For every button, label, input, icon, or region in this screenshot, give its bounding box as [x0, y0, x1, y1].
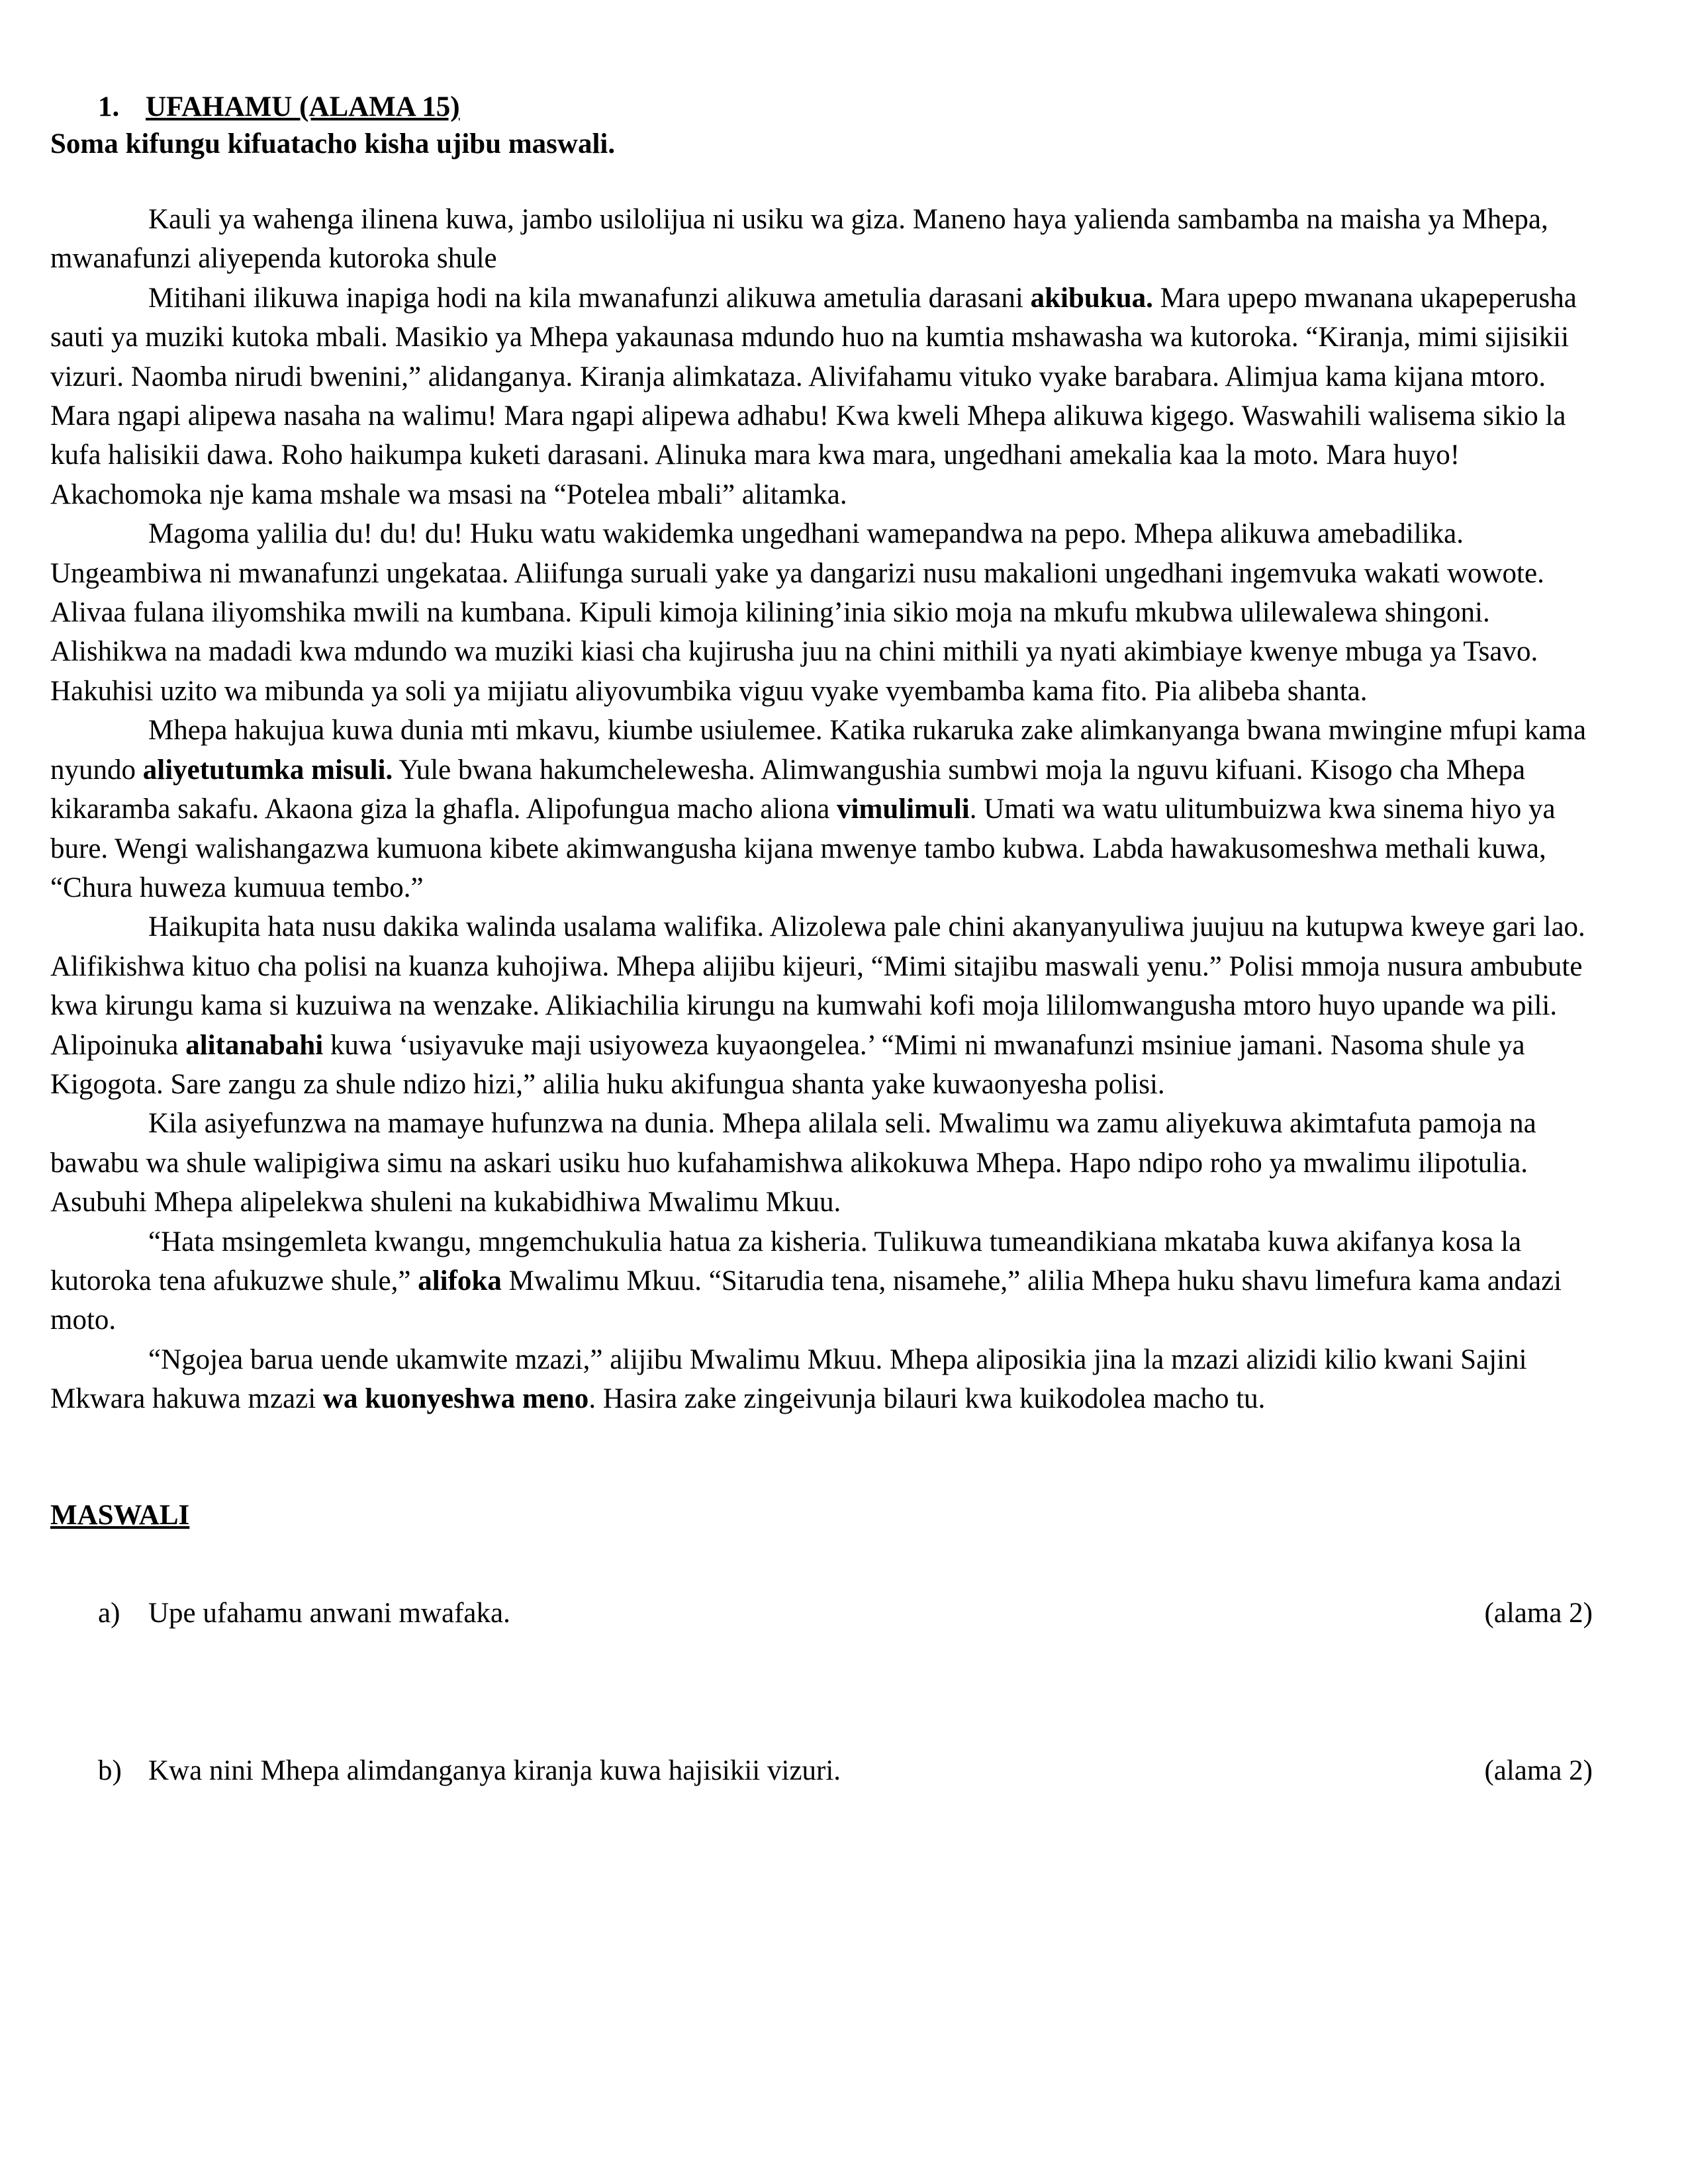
question-b: [50, 1752, 1593, 1790]
section-title: UFAHAMU (ALAMA 15): [146, 91, 460, 122]
paragraph-7: [50, 1222, 1593, 1340]
question-text: Upe ufahamu anwani mwafaka.: [148, 1597, 510, 1629]
paragraph-4: [50, 711, 1593, 907]
paragraph-text: . Hasira zake zingeivunja bilauri kwa kuikodolea macho tu.: [588, 1383, 1266, 1415]
bold-term: alitanabahi: [185, 1029, 324, 1061]
comprehension-passage: [50, 200, 1593, 1419]
section-heading: [50, 89, 1593, 126]
question-text: Kwa nini Mhepa alimdanganya kiranja kuwa hajisikii vizuri.: [148, 1754, 841, 1786]
paragraph-2: [50, 279, 1593, 514]
bold-term: wa kuonyeshwa meno: [322, 1383, 589, 1415]
question-marks: (alama 2): [1484, 1754, 1593, 1786]
exam-page: [50, 89, 1593, 1790]
paragraph-1: Kauli ya wahenga ilinena kuwa, jambo usilolijua ni usiku wa giza. Maneno haya yalienda sambamba na maisha ya Mhepa, mwanafunzi aliyependa kutoroka shule: [50, 204, 1548, 275]
paragraph-text: kuwa ‘usiyavuke maji usiyoweza kuyaongelea.’ “Mimi ni mwanafunzi msiniue jamani. Nasoma shule ya Kigogota. Sare zangu za shule ndizo hizi,” alilia huku akifungua shanta yake kuwaonyesha polisi.: [50, 1029, 1525, 1100]
paragraph-text: Mwalimu Mkuu. “Sitarudia tena, nisamehe,” alilia Mhepa huku shavu limefura kama andazi moto.: [50, 1265, 1562, 1336]
bold-term: akibukua.: [1030, 282, 1153, 314]
paragraph-8: [50, 1340, 1593, 1419]
paragraph-text: Mara upepo mwanana ukapeperusha sauti ya muziki kutoka mbali. Masikio ya Mhepa yakaunasa mdundo huo na kumtia mshawasha wa kutoroka. “Kiranja, mimi sijisikii vizuri. Naomba nirudi bwenini,” alidanganya. Kiranja alimkataza. Alivifahamu vituko vyake barabara. Alimjua kama kijana mtoro. Mara ngapi alipewa nasaha na walimu! Mara ngapi alipewa adhabu! Kwa kweli Mhepa alikuwa kigego. Waswahili walisema sikio la kufa halisikii dawa. Roho haikumpa kuketi darasani. Alinuka mara kwa mara, ungedhani amekalia kaa la moto. Mara huyo! Akachomoka nje kama mshale wa msasi na “Potelea mbali” alitamka.: [50, 282, 1577, 510]
bold-term: alifoka: [418, 1265, 502, 1297]
paragraph-5: [50, 907, 1593, 1104]
paragraph-text: Yule bwana hakumchelewesha. Alimwangushia sumbwi moja la nguvu kifuani. Kisogo cha Mhepa kikaramba sakafu. Akaona giza la ghafla. Alipofungua macho aliona: [50, 754, 1526, 825]
paragraph-text: Mitihani ilikuwa inapiga hodi na kila mwanafunzi alikuwa ametulia darasani: [148, 282, 1031, 314]
paragraph-6: Kila asiyefunzwa na mamaye hufunzwa na dunia. Mhepa alilala seli. Mwalimu wa zamu aliyekuwa akimtafuta pamoja na bawabu wa shule walipigiwa simu na askari usiku huo kufahamishwa alikokuwa Mhepa. Hapo ndipo roho ya mwalimu ilipotulia. Asubuhi Mhepa alipelekwa shuleni na kukabidhiwa Mwalimu Mkuu.: [50, 1108, 1536, 1218]
paragraph-3: Magoma yalilia du! du! du! Huku watu wakidemka ungedhani wamepandwa na pepo. Mhepa alikuwa amebadilika. Ungeambiwa ni mwanafunzi ungekataa. Aliifunga suruali yake ya dangarizi nusu makalioni ungedhani ingemvuka wakati wowote. Alivaa fulana iliyomshika mwili na kumbana. Kipuli kimoja kilining’inia sikio moja na mkufu mkubwa ulilewalewa shingoni. Alishikwa na madadi kwa mdundo wa muziki kiasi cha kujirusha juu na chini mithili ya nyati akimbiaye kwenye mbuga ya Tsavo. Hakuhisi uzito wa mibunda ya soli ya mijiatu aliyovumbika viguu vyake vyembamba kama fito. Pia alibeba shanta.: [50, 518, 1544, 707]
paragraph-text: Haikupita hata nusu dakika walinda usalama walifika. Alizolewa pale chini akanyanyuliwa juujuu na kutupwa kweye gari lao. Alifikishwa kituo cha polisi na kuanza kuhojiwa. Mhepa alijibu kijeuri, “Mimi sitajibu maswali yenu.” Polisi mmoja nusura ambubute kwa kirungu kama si kuzuiwa na wenzake. Alikiachilia kirungu na kumwahi kofi moja lililomwangusha mtoro huyo upande wa pili. Alipoinuka: [50, 911, 1585, 1061]
paragraph-text: “Hata msingemleta kwangu, mngemchukulia hatua za kisheria. Tulikuwa tumeandikiana mkataba kuwa akifanya kosa la kutoroka tena afukuzwe shule,”: [50, 1226, 1522, 1297]
question-letter: b): [98, 1754, 122, 1786]
paragraph-text: “Ngojea barua uende ukamwite mzazi,” alijibu Mwalimu Mkuu. Mhepa aliposikia jina la mzazi alizidi kilio kwani Sajini Mkwara hakuwa mzazi: [50, 1343, 1527, 1415]
question-marks: (alama 2): [1484, 1597, 1593, 1629]
question-a: [50, 1595, 1593, 1632]
paragraph-text: Mhepa hakujua kuwa dunia mti mkavu, kiumbe usiulemee. Katika rukaruka zake alimkanyanga bwana mwingine mfupi kama nyundo: [50, 715, 1587, 786]
bold-term: aliyetutumka misuli.: [142, 754, 393, 786]
question-letter: a): [98, 1597, 120, 1629]
section-number: 1.: [98, 91, 120, 122]
questions-heading: MASWALI: [50, 1499, 190, 1531]
bold-term: vimulimuli: [837, 794, 970, 825]
section-instruction: Soma kifungu kifuatacho kisha ujibu maswali.: [50, 128, 616, 159]
paragraph-text: . Umati wa watu ulitumbuizwa kwa sinema hiyo ya bure. Wengi walishangazwa kumuona kibete akimwangusha kijana mwenye tambo kubwa. Labda hawakusomeshwa methali kuwa, “Chura huweza kumuua tembo.”: [50, 794, 1556, 903]
